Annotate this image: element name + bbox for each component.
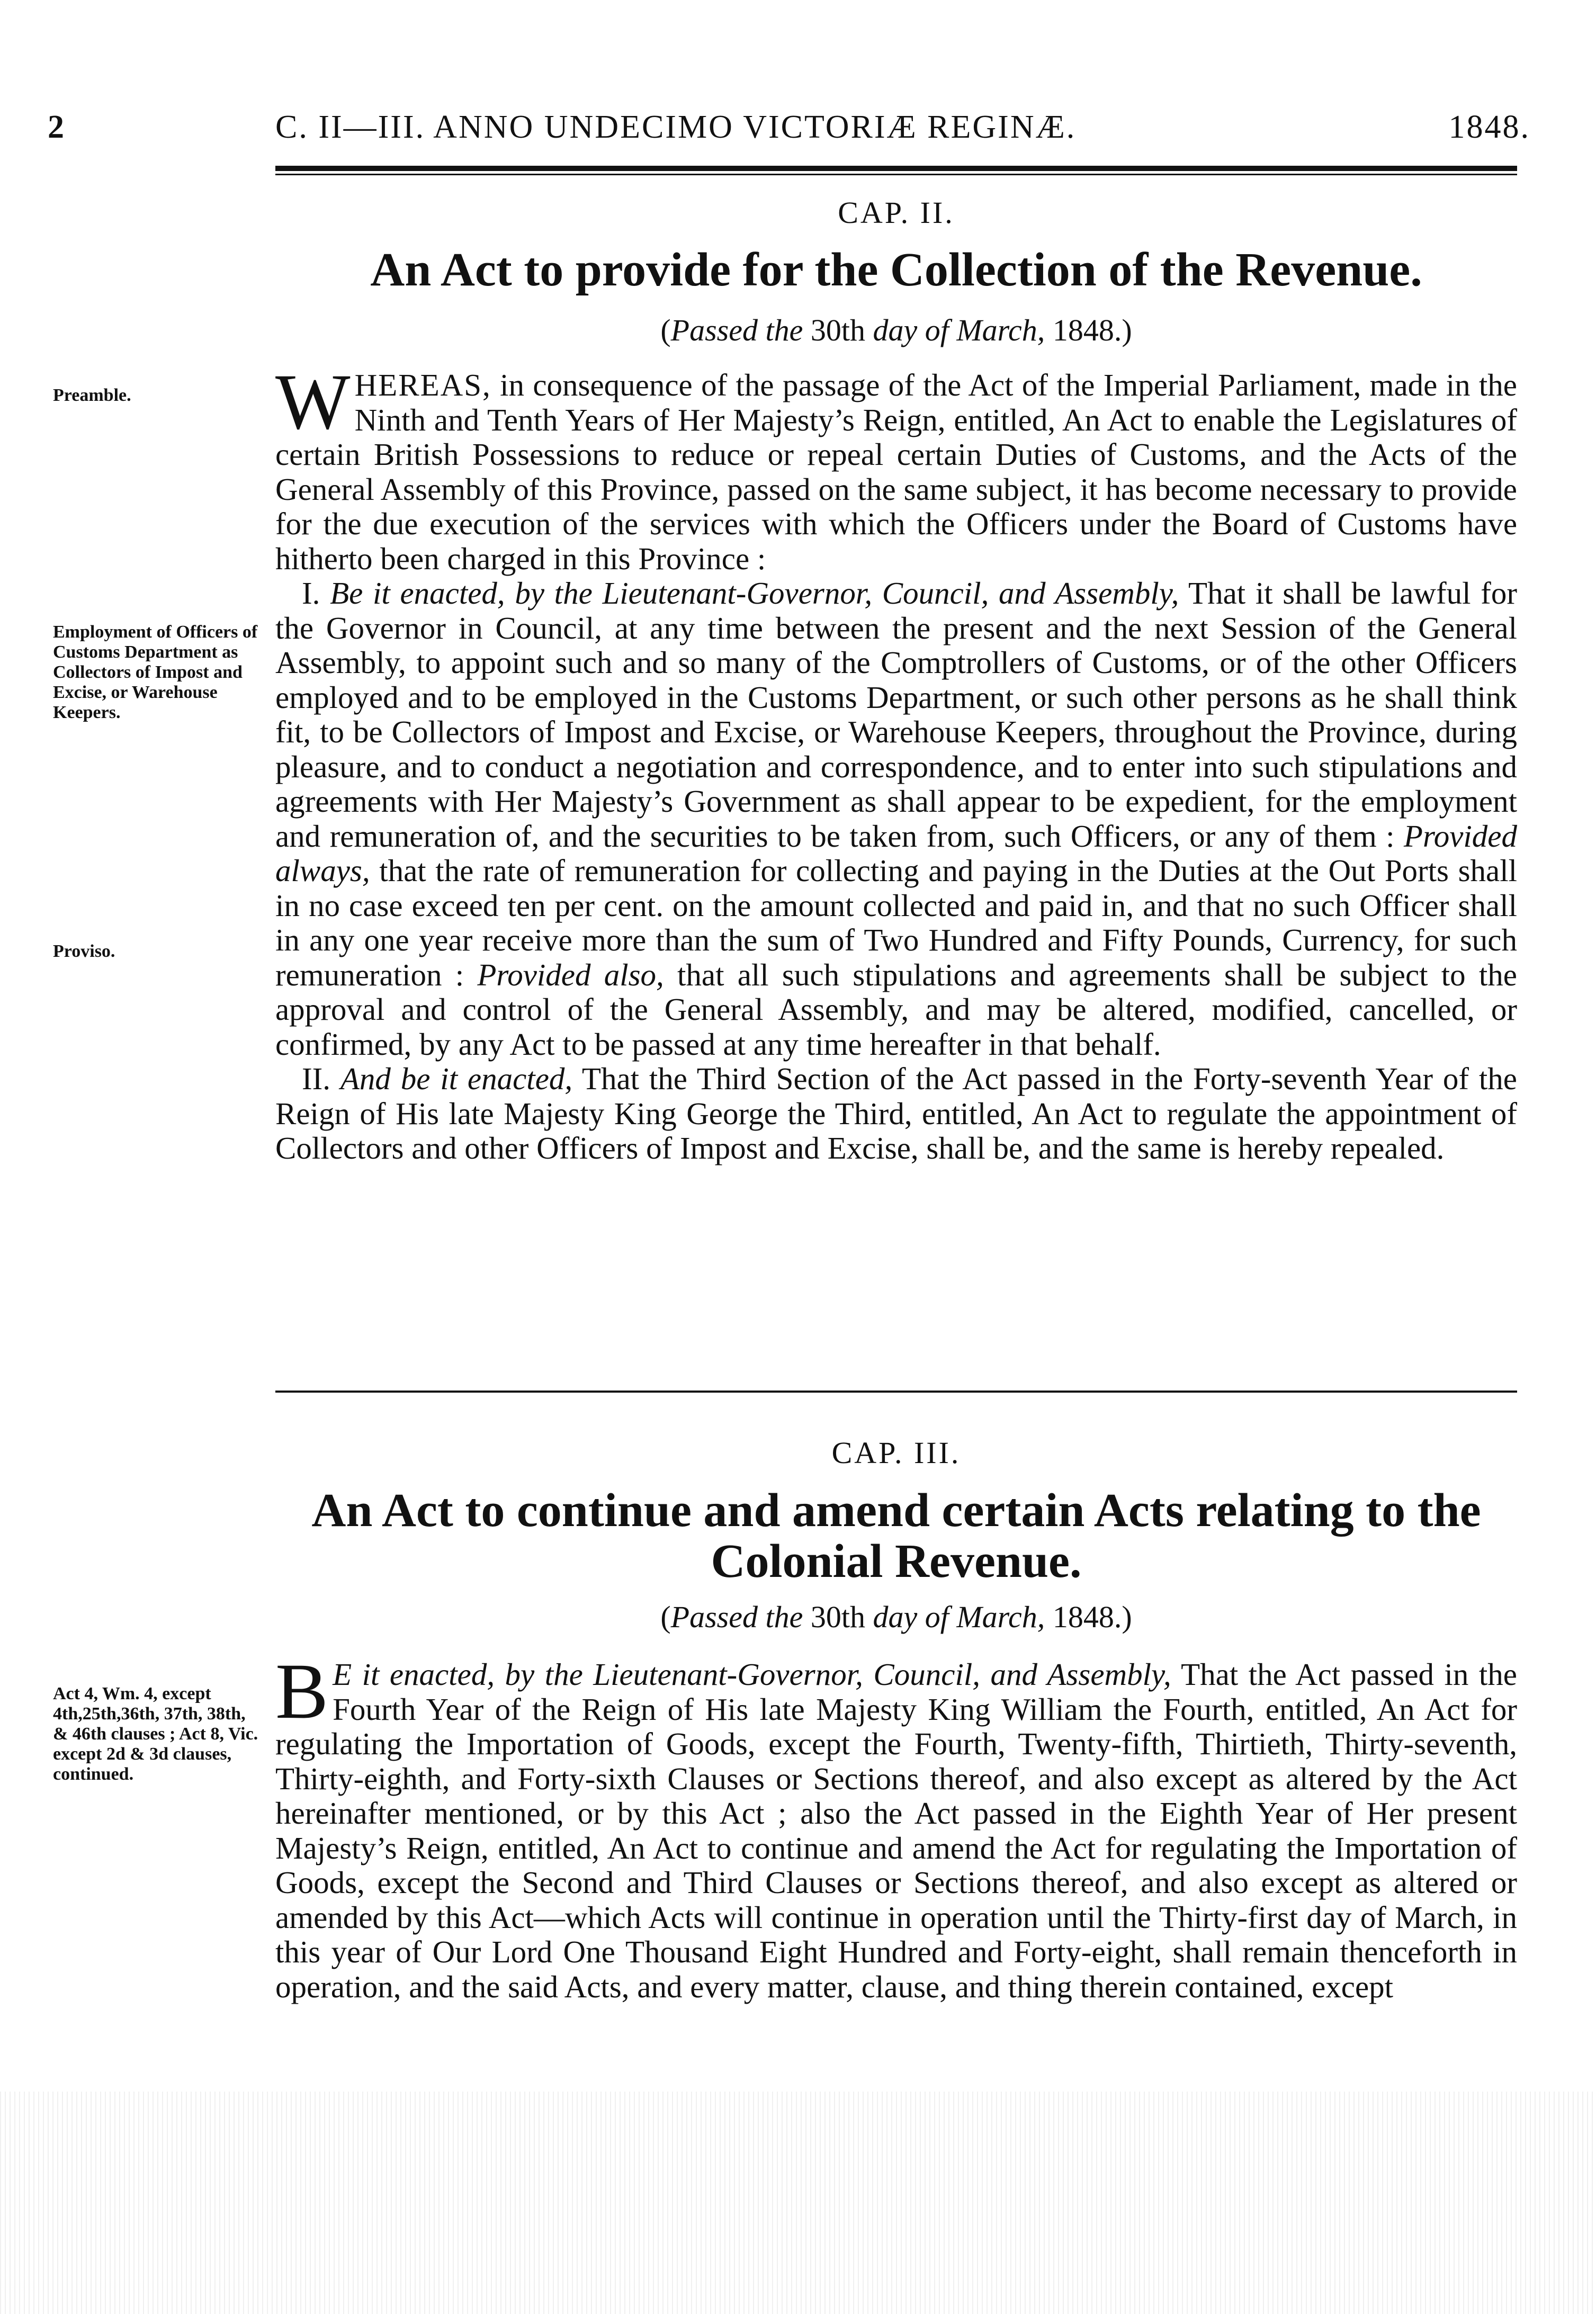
- cap2-title: An Act to provide for the Collection of the Revenue.: [370, 244, 1422, 296]
- cap2-s1-number: I.: [302, 576, 330, 611]
- cap2-passed-open: (: [660, 313, 671, 347]
- cap2-s1-enacting: Be it enacted, by the Lieutenant-Governor, Council, and Assembly,: [330, 576, 1179, 611]
- cap2-s1-text-c: that all such stipulations and agreements shall be subject to the approval and control of the General Assembly, and may be altered, modified, cancelled, or confirmed, by any Act to be passed at any time hereafter in that behalf.: [275, 957, 1517, 1062]
- cap2-s2-text: That the Third Section of the Act passed in the Forty-seventh Year of the Reign of His late Majesty King George the Third, entitled, An Act to regulate the appointment of Collectors and other Officers of Impost and Excise, shall be, and the same is hereby repealed.: [275, 1061, 1517, 1165]
- margin-note-act4: Act 4, Wm. 4, except 4th,25th,36th, 37th, 38th, & 46th clauses ; Act 8, Vic. except 2d & 3d clauses, continued.: [53, 1684, 258, 1784]
- running-head: [48, 109, 1530, 156]
- cap3-body: [275, 1647, 1517, 2004]
- running-head-title: C. II—III. ANNO UNDECIMO VICTORIÆ REGINÆ.: [275, 109, 1077, 145]
- cap3-title: An Act to continue and amend certain Acts relating to the Colonial Revenue.: [311, 1484, 1481, 1587]
- cap2-s2-enacting: And be it enacted,: [340, 1061, 573, 1096]
- cap2-s1-proviso-2: Provided also,: [477, 957, 664, 992]
- cap2-preamble-caps: HEREAS,: [354, 367, 491, 402]
- cap2-passed-30th: 30th: [810, 313, 865, 347]
- cap2-dropcap: W: [275, 358, 351, 446]
- cap3-enacting: E it enacted, by the Lieutenant-Governor, Council, and Assembly,: [333, 1657, 1171, 1692]
- header-rule-thin: [275, 174, 1517, 175]
- cap2-s1-text-b: that the rate of remuneration for collecting and paying in the Duties at the Out Ports shall in no case exceed ten per cent. on the amount collected and paid in, and that no such Officer shall in any one year receive more than the sum of Two Hundred and Fifty Pounds, Currency, for such remuneration :: [275, 853, 1517, 992]
- cap3-passed-date: [275, 1599, 1517, 1635]
- page-number: 2: [48, 109, 66, 145]
- cap3-section-1: [275, 1647, 1517, 2004]
- margin-note-employment: Employment of Officers of Customs Department as Collectors of Impost and Excise, or Warehouse Keepers.: [53, 622, 258, 722]
- cap3-passed-italic-1: Passed the: [670, 1600, 811, 1634]
- running-head-year: 1848.: [1448, 109, 1530, 145]
- cap2-body: [275, 358, 1517, 1166]
- margin-note-preamble: Preamble.: [53, 385, 131, 405]
- cap3-heading: CAP. III.: [831, 1436, 961, 1470]
- cap2-s1-text-a: That it shall be lawful for the Governor in Council, at any time between the present and the next Session of the General Assembly, to appoint such and so many of the Comptrollers of Customs, or of the other Officers employed and to be employed in the Customs Department, or such other persons as he shall think fit, to be Collectors of Impost and Excise, or Warehouse Keepers, throughout the Province, during pleasure, and to conduct a negotiation and correspondence, and to enter into such stipulations and agreements with Her Majesty’s Government as shall appear to be expedient, for the employment and remuneration of, and the securities to be taken from, such Officers, or any of them :: [275, 576, 1517, 854]
- cap2-section-1: [275, 576, 1517, 1062]
- cap3-passed-italic-2: day of March,: [865, 1600, 1045, 1634]
- margin-note-proviso: Proviso.: [53, 941, 115, 961]
- scan-noise: [0, 2092, 1596, 2314]
- cap2-s1-proviso-1: Provided always,: [275, 818, 1517, 888]
- cap2-passed-year: 1848.): [1045, 313, 1132, 347]
- cap2-preamble: [275, 358, 1517, 576]
- cap2-section-2: [275, 1062, 1517, 1166]
- cap3-dropcap: B: [275, 1647, 329, 1735]
- cap2-preamble-text: in consequence of the passage of the Act of the Imperial Parliament, made in the Ninth and Tenth Years of Her Majesty’s Reign, entitled, An Act to enable the Legislatures of certain British Possessions to reduce or repeal certain Duties of Customs, and the Acts of the General Assembly of this Province, passed on the same subject, it has become necessary to provide for the due execution of the services with which the Officers under the Board of Customs have hitherto been charged in this Province :: [275, 367, 1517, 576]
- cap2-passed-italic-1: Passed the: [670, 313, 811, 347]
- cap2-passed-italic-2: day of March,: [865, 313, 1045, 347]
- cap2-passed-date: [275, 312, 1517, 348]
- cap3-passed-year: 1848.): [1045, 1600, 1132, 1634]
- cap2-heading: CAP. II.: [838, 195, 955, 230]
- cap3-passed-30th: 30th: [810, 1600, 865, 1634]
- section-divider: [275, 1391, 1517, 1393]
- cap2-s2-number: II.: [302, 1061, 340, 1096]
- header-rule-thick: [275, 166, 1517, 171]
- cap3-text: That the Act passed in the Fourth Year of the Reign of His late Majesty King William the Fourth, entitled, An Act for regulating the Importation of Goods, except the Fourth, Twenty-fifth, Thirtieth, Thirty-seventh, Thirty-eighth, and Forty-sixth Clauses or Sections thereof, and also except as altered by the Act hereinafter mentioned, or by this Act ; also the Act passed in the Eighth Year of Her present Majesty’s Reign, entitled, An Act to continue and amend the Act for regulating the Importation of Goods, except the Second and Third Clauses or Sections thereof, and also except as altered or amended by this Act—which Acts will continue in operation until the Thirty-first day of March, in this year of Our Lord One Thousand Eight Hundred and Forty-eight, shall remain thenceforth in operation, and the said Acts, and every matter, clause, and thing therein contained, except: [275, 1657, 1517, 2004]
- cap3-passed-open: (: [660, 1600, 671, 1634]
